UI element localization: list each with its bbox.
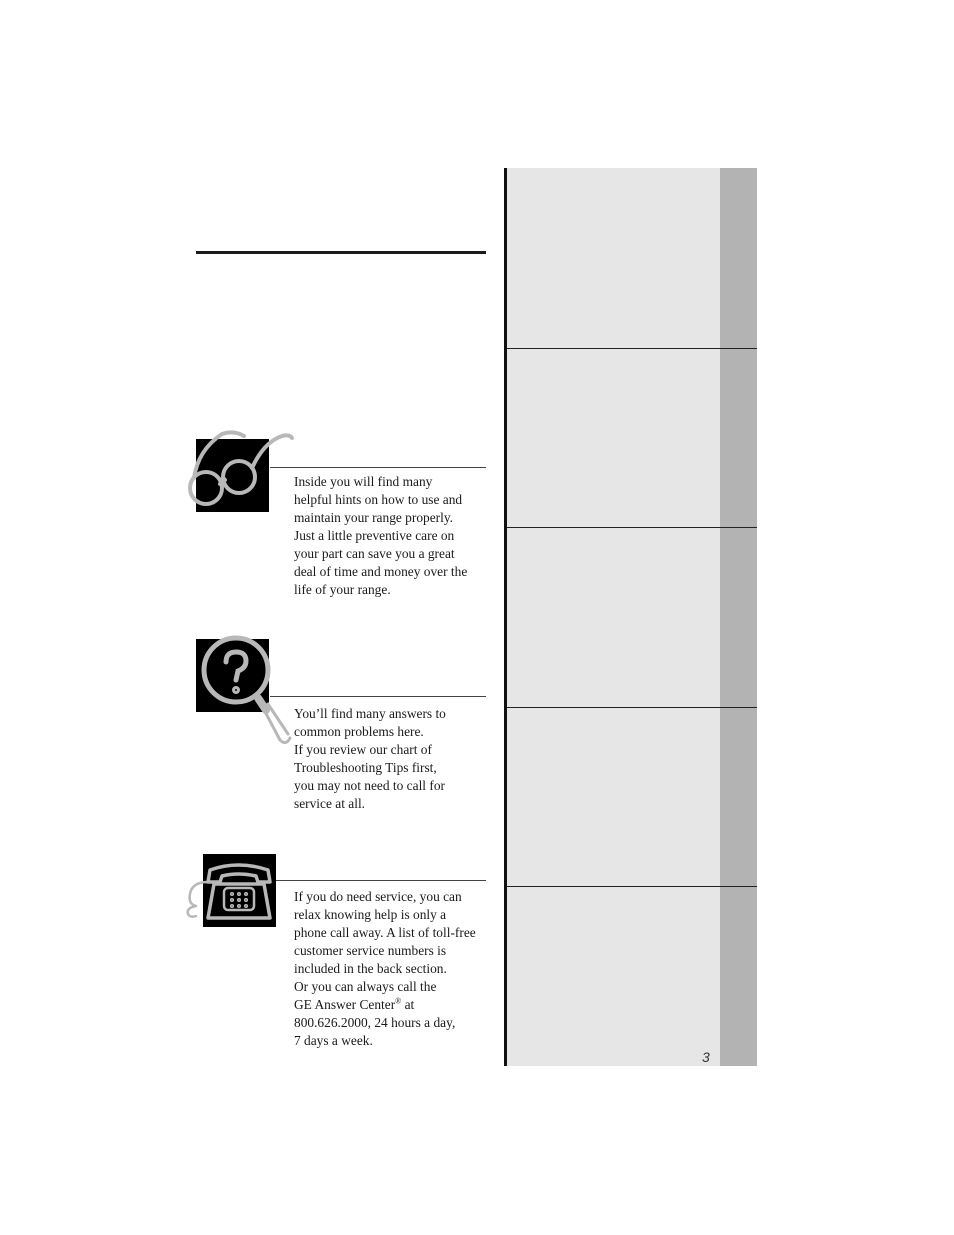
section-service-rule — [276, 880, 486, 881]
text-line: phone call away. A list of toll-free — [294, 925, 476, 940]
text-line: you may not need to call for — [294, 778, 445, 793]
text-line: included in the back section. — [294, 961, 447, 976]
text-line: If you review our chart of — [294, 742, 432, 757]
section-service-text — [294, 888, 476, 1050]
sidebar-panel — [507, 168, 720, 1066]
text-line: If you do need service, you can — [294, 889, 462, 904]
text-line: helpful hints on how to use and — [294, 492, 463, 507]
page-number: 3 — [702, 1049, 710, 1065]
text-line: Troubleshooting Tips first, — [294, 760, 437, 775]
telephone-icon — [184, 852, 284, 932]
text-line: Or you can always call the — [294, 979, 437, 994]
magnifying-question-icon — [196, 630, 296, 750]
section-care-rule — [270, 467, 486, 468]
text-line: relax knowing help is only a — [294, 907, 447, 922]
text-line: 7 days a week. — [294, 1033, 373, 1048]
text-line: Just a little preventive care on — [294, 528, 455, 543]
answer-center-at: at — [401, 997, 415, 1012]
sidebar-divider — [507, 886, 757, 887]
sidebar-divider — [507, 348, 757, 349]
text-line: your part can save you a great — [294, 546, 455, 561]
answer-center-line — [294, 996, 476, 1014]
sidebar-divider — [507, 527, 757, 528]
sidebar-tab-strip — [720, 168, 757, 1066]
reading-glasses-icon — [182, 428, 297, 518]
text-line: life of your range. — [294, 582, 391, 597]
text-line: deal of time and money over the — [294, 564, 468, 579]
answer-center-name: GE Answer Center — [294, 997, 396, 1012]
registered-mark: ® — [395, 996, 402, 1006]
top-rule — [196, 251, 486, 254]
text-line: Inside you will find many — [294, 474, 433, 489]
sidebar-divider — [507, 707, 757, 708]
section-care-text — [294, 473, 467, 599]
text-line: customer service numbers is — [294, 943, 447, 958]
section-troubleshooting-rule — [270, 696, 486, 697]
text-line: service at all. — [294, 796, 366, 811]
text-line: You’ll find many answers to — [294, 706, 446, 721]
section-troubleshooting-text — [294, 705, 446, 813]
text-line: maintain your range properly. — [294, 510, 454, 525]
text-line: common problems here. — [294, 724, 424, 739]
phone-number-line: 800.626.2000, 24 hours a day, — [294, 1015, 456, 1030]
